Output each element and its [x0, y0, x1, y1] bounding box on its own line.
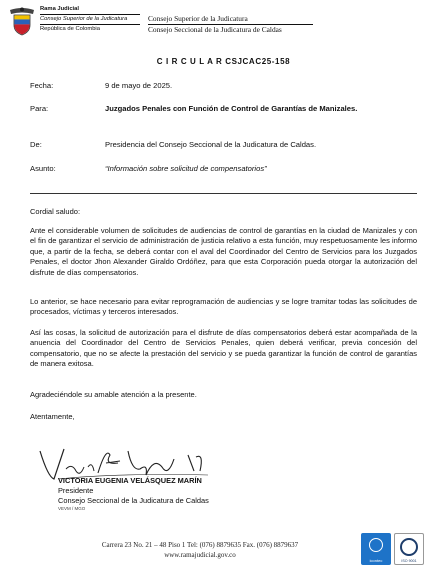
- institution-divider: [40, 14, 140, 15]
- paragraph-1-text: Ante el considerable volumen de solicitudes de audiencias de control de garantías en la ciudad de Manizales y con el fin de garantizar el servicio de administración de justicia relativo a esta función, muy respetuosamente les informo que, a partir de la fecha, se deberá contar con el aval del Coordinador del Centro de Servicios para los Juzgados Penales, el doctor Jhon Alexander Giraldo Ordóñez, para que esta Corporación pueda otorgar la autorización del disfrute de días compensatorios.: [30, 226, 417, 277]
- para-label: Para:: [30, 104, 49, 113]
- footer-website: www.ramajudicial.gov.co: [164, 551, 236, 559]
- institution-block: [40, 6, 140, 33]
- greeting-text: Cordial saludo:: [30, 207, 81, 216]
- iso-ring: [400, 538, 418, 556]
- footer-address: Carrera 23 No. 21 – 48 Piso 1 Tel: (076) 8879635 Fax. (076) 8879637: [101, 541, 299, 549]
- de-label: De:: [30, 140, 42, 149]
- institution-divider-2: [40, 24, 140, 25]
- asunto-value: “Información sobre solicitud de compensatorios”: [105, 164, 267, 173]
- paragraph-3: [30, 328, 417, 370]
- icontec-seal-icon: [361, 533, 391, 565]
- iso-label: ISO 9001: [401, 559, 417, 563]
- fecha-value: 9 de mayo de 2025.: [105, 81, 173, 90]
- drafter-initials: VEVM / MGO: [58, 506, 86, 511]
- para-value: Juzgados Penales con Función de Control de Garantías de Manizales.: [105, 104, 358, 113]
- council-superior: Consejo Superior de la Judicatura: [148, 14, 248, 23]
- institution-country: República de Colombia: [40, 26, 100, 32]
- header-separator: [30, 193, 417, 194]
- asunto-label: Asunto:: [30, 164, 56, 173]
- signer-organization: Consejo Seccional de la Judicatura de Caldas: [58, 496, 209, 505]
- institution-name: Rama Judicial: [40, 6, 79, 12]
- coat-of-arms-icon: [8, 6, 36, 36]
- closing-text: Atentamente,: [30, 412, 75, 421]
- council-header: [148, 14, 313, 35]
- icontec-ring: [369, 538, 383, 552]
- paragraph-1: [30, 226, 417, 278]
- circular-title: C I R C U L A R CSJCAC25-158: [156, 57, 291, 66]
- signer-name: VICTORIA EUGENIA VELÁSQUEZ MARÍN: [58, 476, 202, 485]
- footer: [70, 540, 330, 560]
- fecha-label: Fecha:: [30, 81, 54, 90]
- institution-council: Consejo Superior de la Judicatura: [40, 16, 128, 22]
- paragraph-2: [30, 297, 417, 318]
- greeting: [30, 207, 417, 217]
- council-seccional: Consejo Seccional de la Judicatura de Caldas: [148, 25, 282, 34]
- iso-seal-icon: [394, 533, 424, 565]
- paragraph-2-text: Lo anterior, se hace necesario para evitar reprogramación de audiencias y se logre tramitar todas las solicitudes de procesados, víctimas y terceros interesados.: [30, 297, 417, 317]
- icontec-label: icontec: [369, 558, 383, 563]
- signer-role: Presidente: [58, 486, 94, 495]
- de-value: Presidencia del Consejo Seccional de la Judicatura de Caldas.: [105, 140, 317, 149]
- paragraph-3-text: Así las cosas, la solicitud de autorización para el disfrute de días compensatorios deberá estar acompañada de la anuencia del Coordinador del Centro de Servicios Penales, quien deberá verificar, previa concesión del compensatorio, que no se afecte la prestación del servicio y se pueda garantizar la función de control de garantías de manera exitosa.: [30, 328, 417, 369]
- paragraph-4-text: Agradeciéndole su amable atención a la presente.: [30, 390, 197, 399]
- paragraph-4: [30, 390, 417, 400]
- closing: [30, 412, 417, 422]
